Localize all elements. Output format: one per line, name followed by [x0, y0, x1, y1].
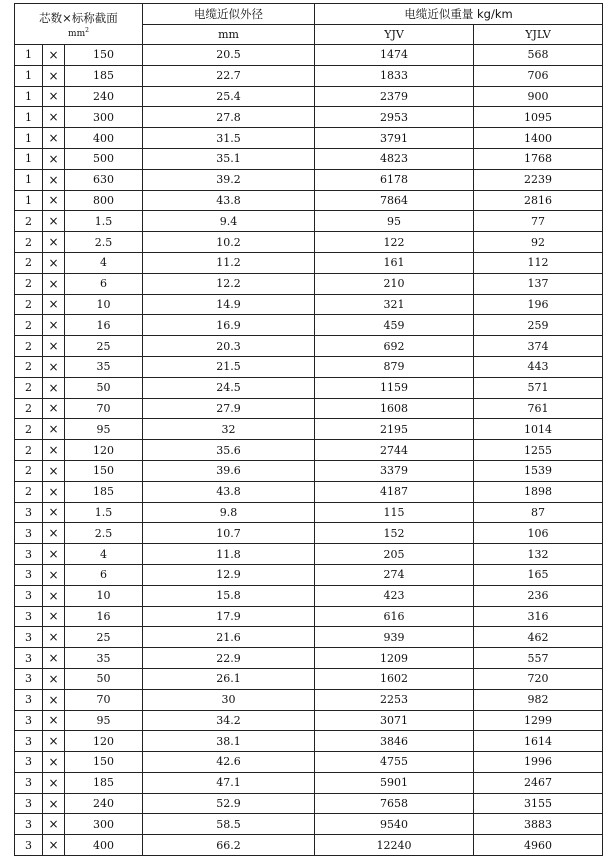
- table-row: [15, 564, 603, 585]
- times-symbol: ×: [43, 627, 65, 648]
- times-symbol: ×: [43, 336, 65, 357]
- yjlv-weight-cell: 720: [474, 668, 603, 689]
- yjv-weight-cell: 692: [315, 336, 474, 357]
- table-row: [15, 273, 603, 294]
- times-symbol: ×: [43, 356, 65, 377]
- yjv-weight-cell: 6178: [315, 169, 474, 190]
- core-count-cell: 3: [15, 793, 43, 814]
- core-count-cell: 2: [15, 252, 43, 273]
- times-symbol: ×: [43, 107, 65, 128]
- core-count-cell: 2: [15, 419, 43, 440]
- table-row: [15, 86, 603, 107]
- times-symbol: ×: [43, 86, 65, 107]
- table-row: [15, 835, 603, 856]
- cross-section-cell: 95: [65, 710, 143, 731]
- times-symbol: ×: [43, 148, 65, 169]
- yjlv-weight-cell: 132: [474, 544, 603, 565]
- yjv-weight-cell: 1602: [315, 668, 474, 689]
- times-symbol: ×: [43, 814, 65, 835]
- core-count-cell: 2: [15, 294, 43, 315]
- core-count-cell: 3: [15, 648, 43, 669]
- yjv-weight-cell: 161: [315, 252, 474, 273]
- yjlv-weight-cell: 761: [474, 398, 603, 419]
- core-count-cell: 3: [15, 544, 43, 565]
- core-count-cell: 1: [15, 45, 43, 66]
- diameter-cell: 66.2: [143, 835, 315, 856]
- cross-section-cell: 400: [65, 128, 143, 149]
- core-count-cell: 3: [15, 710, 43, 731]
- yjlv-weight-cell: 259: [474, 315, 603, 336]
- yjlv-weight-cell: 1400: [474, 128, 603, 149]
- cross-section-cell: 120: [65, 440, 143, 461]
- yjv-weight-cell: 2953: [315, 107, 474, 128]
- table-row: [15, 481, 603, 502]
- cross-section-cell: 4: [65, 544, 143, 565]
- times-symbol: ×: [43, 752, 65, 773]
- diameter-cell: 27.8: [143, 107, 315, 128]
- diameter-cell: 42.6: [143, 752, 315, 773]
- times-symbol: ×: [43, 128, 65, 149]
- times-symbol: ×: [43, 65, 65, 86]
- times-symbol: ×: [43, 835, 65, 856]
- diameter-cell: 24.5: [143, 377, 315, 398]
- table-row: [15, 710, 603, 731]
- yjlv-weight-cell: 4960: [474, 835, 603, 856]
- core-count-cell: 2: [15, 232, 43, 253]
- times-symbol: ×: [43, 45, 65, 66]
- core-area-header-label: 芯数×标称截面: [39, 10, 118, 25]
- yjv-weight-cell: 1833: [315, 65, 474, 86]
- table-row: [15, 523, 603, 544]
- yjlv-weight-cell: 557: [474, 648, 603, 669]
- yjv-weight-cell: 274: [315, 564, 474, 585]
- core-count-cell: 1: [15, 86, 43, 107]
- yjv-header: YJV: [315, 25, 474, 45]
- cross-section-cell: 2.5: [65, 232, 143, 253]
- times-symbol: ×: [43, 211, 65, 232]
- cross-section-cell: 300: [65, 107, 143, 128]
- diameter-cell: 15.8: [143, 585, 315, 606]
- cross-section-cell: 630: [65, 169, 143, 190]
- times-symbol: ×: [43, 232, 65, 253]
- yjv-weight-cell: 1474: [315, 45, 474, 66]
- yjlv-weight-cell: 568: [474, 45, 603, 66]
- cross-section-cell: 500: [65, 148, 143, 169]
- diameter-cell: 35.1: [143, 148, 315, 169]
- yjlv-weight-cell: 92: [474, 232, 603, 253]
- yjlv-weight-cell: 316: [474, 606, 603, 627]
- yjv-weight-cell: 205: [315, 544, 474, 565]
- core-count-cell: 3: [15, 731, 43, 752]
- core-count-cell: 2: [15, 440, 43, 461]
- times-symbol: ×: [43, 564, 65, 585]
- yjv-weight-cell: 3846: [315, 731, 474, 752]
- yjv-weight-cell: 2379: [315, 86, 474, 107]
- cross-section-cell: 70: [65, 398, 143, 419]
- yjv-weight-cell: 95: [315, 211, 474, 232]
- yjlv-weight-cell: 374: [474, 336, 603, 357]
- times-symbol: ×: [43, 419, 65, 440]
- yjv-weight-cell: 9540: [315, 814, 474, 835]
- table-row: [15, 606, 603, 627]
- cross-section-cell: 150: [65, 460, 143, 481]
- yjv-weight-cell: 1608: [315, 398, 474, 419]
- times-symbol: ×: [43, 398, 65, 419]
- yjv-weight-cell: 12240: [315, 835, 474, 856]
- yjlv-weight-cell: 236: [474, 585, 603, 606]
- table-row: [15, 627, 603, 648]
- core-count-cell: 2: [15, 356, 43, 377]
- table-row: [15, 148, 603, 169]
- core-count-cell: 3: [15, 752, 43, 773]
- cross-section-cell: 185: [65, 65, 143, 86]
- core-area-unit: $mm^2$: [68, 26, 89, 39]
- cross-section-cell: 120: [65, 731, 143, 752]
- yjv-weight-cell: 3379: [315, 460, 474, 481]
- core-count-cell: 1: [15, 65, 43, 86]
- yjv-weight-cell: 2744: [315, 440, 474, 461]
- diameter-cell: 14.9: [143, 294, 315, 315]
- table-row: [15, 731, 603, 752]
- cross-section-cell: 35: [65, 356, 143, 377]
- yjv-weight-cell: 321: [315, 294, 474, 315]
- core-count-cell: 1: [15, 169, 43, 190]
- core-count-cell: 2: [15, 273, 43, 294]
- core-count-cell: 1: [15, 107, 43, 128]
- diameter-cell: 43.8: [143, 481, 315, 502]
- times-symbol: ×: [43, 648, 65, 669]
- table-row: [15, 585, 603, 606]
- yjv-weight-cell: 2195: [315, 419, 474, 440]
- cross-section-cell: 4: [65, 252, 143, 273]
- diameter-unit: mm: [143, 25, 315, 45]
- cross-section-cell: 150: [65, 752, 143, 773]
- core-area-header: [15, 4, 143, 45]
- yjlv-weight-cell: 165: [474, 564, 603, 585]
- diameter-cell: 30: [143, 689, 315, 710]
- core-count-cell: 1: [15, 148, 43, 169]
- times-symbol: ×: [43, 440, 65, 461]
- diameter-cell: 58.5: [143, 814, 315, 835]
- yjv-weight-cell: 1159: [315, 377, 474, 398]
- diameter-cell: 11.8: [143, 544, 315, 565]
- yjlv-weight-cell: 3155: [474, 793, 603, 814]
- table-row: [15, 315, 603, 336]
- yjlv-weight-cell: 1095: [474, 107, 603, 128]
- core-count-cell: 3: [15, 585, 43, 606]
- yjlv-weight-cell: 137: [474, 273, 603, 294]
- cross-section-cell: 16: [65, 315, 143, 336]
- table-row: [15, 45, 603, 66]
- cross-section-cell: 25: [65, 336, 143, 357]
- table-row: [15, 107, 603, 128]
- diameter-cell: 16.9: [143, 315, 315, 336]
- core-count-cell: 2: [15, 336, 43, 357]
- core-count-cell: 2: [15, 460, 43, 481]
- yjv-weight-cell: 115: [315, 502, 474, 523]
- table-row: [15, 232, 603, 253]
- cross-section-cell: 25: [65, 627, 143, 648]
- yjv-weight-cell: 7864: [315, 190, 474, 211]
- table-row: [15, 814, 603, 835]
- diameter-cell: 20.3: [143, 336, 315, 357]
- yjv-weight-cell: 3071: [315, 710, 474, 731]
- cross-section-cell: 240: [65, 86, 143, 107]
- yjv-weight-cell: 210: [315, 273, 474, 294]
- yjlv-weight-cell: 1539: [474, 460, 603, 481]
- table-row: [15, 419, 603, 440]
- core-count-cell: 3: [15, 564, 43, 585]
- diameter-cell: 9.8: [143, 502, 315, 523]
- yjv-weight-cell: 3791: [315, 128, 474, 149]
- cross-section-cell: 10: [65, 585, 143, 606]
- diameter-cell: 10.7: [143, 523, 315, 544]
- table-row: [15, 440, 603, 461]
- diameter-header: 电缆近似外径: [143, 4, 315, 25]
- yjlv-weight-cell: 2816: [474, 190, 603, 211]
- core-count-cell: 1: [15, 128, 43, 149]
- diameter-cell: 22.9: [143, 648, 315, 669]
- core-count-cell: 2: [15, 377, 43, 398]
- core-count-cell: 3: [15, 502, 43, 523]
- yjv-weight-cell: 423: [315, 585, 474, 606]
- core-count-cell: 1: [15, 190, 43, 211]
- yjlv-weight-cell: 706: [474, 65, 603, 86]
- core-count-cell: 2: [15, 211, 43, 232]
- yjlv-header: YJLV: [474, 25, 603, 45]
- diameter-cell: 39.6: [143, 460, 315, 481]
- table-row: [15, 169, 603, 190]
- table-row: [15, 356, 603, 377]
- cross-section-cell: 185: [65, 481, 143, 502]
- cross-section-cell: 6: [65, 273, 143, 294]
- times-symbol: ×: [43, 793, 65, 814]
- cross-section-cell: 10: [65, 294, 143, 315]
- core-count-cell: 3: [15, 627, 43, 648]
- core-count-cell: 3: [15, 835, 43, 856]
- yjlv-weight-cell: 1614: [474, 731, 603, 752]
- times-symbol: ×: [43, 731, 65, 752]
- diameter-cell: 39.2: [143, 169, 315, 190]
- yjlv-weight-cell: 1768: [474, 148, 603, 169]
- diameter-cell: 25.4: [143, 86, 315, 107]
- table-row: [15, 128, 603, 149]
- cross-section-cell: 400: [65, 835, 143, 856]
- diameter-cell: 10.2: [143, 232, 315, 253]
- yjlv-weight-cell: 3883: [474, 814, 603, 835]
- yjlv-weight-cell: 87: [474, 502, 603, 523]
- times-symbol: ×: [43, 460, 65, 481]
- diameter-cell: 32: [143, 419, 315, 440]
- table-row: [15, 752, 603, 773]
- table-row: [15, 211, 603, 232]
- core-count-cell: 3: [15, 668, 43, 689]
- yjlv-weight-cell: 571: [474, 377, 603, 398]
- cross-section-cell: 1.5: [65, 502, 143, 523]
- times-symbol: ×: [43, 585, 65, 606]
- yjlv-weight-cell: 2467: [474, 772, 603, 793]
- yjlv-weight-cell: 77: [474, 211, 603, 232]
- table-row: [15, 689, 603, 710]
- times-symbol: ×: [43, 523, 65, 544]
- yjlv-weight-cell: 1299: [474, 710, 603, 731]
- cross-section-cell: 50: [65, 668, 143, 689]
- table-body: [15, 45, 603, 856]
- times-symbol: ×: [43, 668, 65, 689]
- diameter-cell: 11.2: [143, 252, 315, 273]
- yjv-weight-cell: 122: [315, 232, 474, 253]
- diameter-cell: 47.1: [143, 772, 315, 793]
- cross-section-cell: 150: [65, 45, 143, 66]
- yjv-weight-cell: 4823: [315, 148, 474, 169]
- core-count-cell: 2: [15, 398, 43, 419]
- yjv-weight-cell: 7658: [315, 793, 474, 814]
- weight-header: 电缆近似重量 kg/km: [315, 4, 603, 25]
- yjv-weight-cell: 5901: [315, 772, 474, 793]
- diameter-cell: 26.1: [143, 668, 315, 689]
- times-symbol: ×: [43, 169, 65, 190]
- core-count-cell: 3: [15, 606, 43, 627]
- table-row: [15, 772, 603, 793]
- table-row: [15, 460, 603, 481]
- table-row: [15, 252, 603, 273]
- diameter-cell: 12.9: [143, 564, 315, 585]
- yjlv-weight-cell: 462: [474, 627, 603, 648]
- table-row: [15, 294, 603, 315]
- yjv-weight-cell: 879: [315, 356, 474, 377]
- yjv-weight-cell: 1209: [315, 648, 474, 669]
- cross-section-cell: 6: [65, 564, 143, 585]
- core-count-cell: 3: [15, 689, 43, 710]
- yjv-weight-cell: 4755: [315, 752, 474, 773]
- yjv-weight-cell: 2253: [315, 689, 474, 710]
- table-row: [15, 793, 603, 814]
- yjlv-weight-cell: 196: [474, 294, 603, 315]
- yjlv-weight-cell: 112: [474, 252, 603, 273]
- yjv-weight-cell: 152: [315, 523, 474, 544]
- cable-spec-table: [14, 3, 603, 856]
- yjlv-weight-cell: 1996: [474, 752, 603, 773]
- diameter-cell: 38.1: [143, 731, 315, 752]
- diameter-cell: 12.2: [143, 273, 315, 294]
- diameter-cell: 9.4: [143, 211, 315, 232]
- core-count-cell: 2: [15, 315, 43, 336]
- cross-section-cell: 1.5: [65, 211, 143, 232]
- yjv-weight-cell: 4187: [315, 481, 474, 502]
- table-row: [15, 544, 603, 565]
- times-symbol: ×: [43, 273, 65, 294]
- times-symbol: ×: [43, 315, 65, 336]
- yjlv-weight-cell: 106: [474, 523, 603, 544]
- times-symbol: ×: [43, 689, 65, 710]
- cross-section-cell: 95: [65, 419, 143, 440]
- table-row: [15, 65, 603, 86]
- table-row: [15, 668, 603, 689]
- cross-section-cell: 800: [65, 190, 143, 211]
- cross-section-cell: 300: [65, 814, 143, 835]
- yjv-weight-cell: 939: [315, 627, 474, 648]
- cross-section-cell: 50: [65, 377, 143, 398]
- times-symbol: ×: [43, 481, 65, 502]
- table-row: [15, 648, 603, 669]
- diameter-cell: 20.5: [143, 45, 315, 66]
- core-count-cell: 2: [15, 481, 43, 502]
- yjv-weight-cell: 459: [315, 315, 474, 336]
- core-count-cell: 3: [15, 772, 43, 793]
- diameter-cell: 52.9: [143, 793, 315, 814]
- yjlv-weight-cell: 1014: [474, 419, 603, 440]
- cross-section-cell: 2.5: [65, 523, 143, 544]
- diameter-cell: 21.5: [143, 356, 315, 377]
- yjlv-weight-cell: 1255: [474, 440, 603, 461]
- diameter-cell: 35.6: [143, 440, 315, 461]
- diameter-cell: 27.9: [143, 398, 315, 419]
- yjlv-weight-cell: 900: [474, 86, 603, 107]
- cross-section-cell: 185: [65, 772, 143, 793]
- diameter-cell: 34.2: [143, 710, 315, 731]
- cross-section-cell: 70: [65, 689, 143, 710]
- cross-section-cell: 16: [65, 606, 143, 627]
- core-count-cell: 3: [15, 814, 43, 835]
- diameter-cell: 22.7: [143, 65, 315, 86]
- yjlv-weight-cell: 1898: [474, 481, 603, 502]
- diameter-cell: 21.6: [143, 627, 315, 648]
- table-row: [15, 190, 603, 211]
- cross-section-cell: 35: [65, 648, 143, 669]
- times-symbol: ×: [43, 544, 65, 565]
- yjlv-weight-cell: 982: [474, 689, 603, 710]
- times-symbol: ×: [43, 252, 65, 273]
- yjlv-weight-cell: 443: [474, 356, 603, 377]
- times-symbol: ×: [43, 502, 65, 523]
- table-row: [15, 398, 603, 419]
- yjlv-weight-cell: 2239: [474, 169, 603, 190]
- times-symbol: ×: [43, 772, 65, 793]
- times-symbol: ×: [43, 606, 65, 627]
- diameter-cell: 43.8: [143, 190, 315, 211]
- diameter-cell: 31.5: [143, 128, 315, 149]
- times-symbol: ×: [43, 710, 65, 731]
- times-symbol: ×: [43, 294, 65, 315]
- yjv-weight-cell: 616: [315, 606, 474, 627]
- table-row: [15, 336, 603, 357]
- cross-section-cell: 240: [65, 793, 143, 814]
- times-symbol: ×: [43, 377, 65, 398]
- table-row: [15, 502, 603, 523]
- diameter-cell: 17.9: [143, 606, 315, 627]
- table-row: [15, 377, 603, 398]
- times-symbol: ×: [43, 190, 65, 211]
- core-count-cell: 3: [15, 523, 43, 544]
